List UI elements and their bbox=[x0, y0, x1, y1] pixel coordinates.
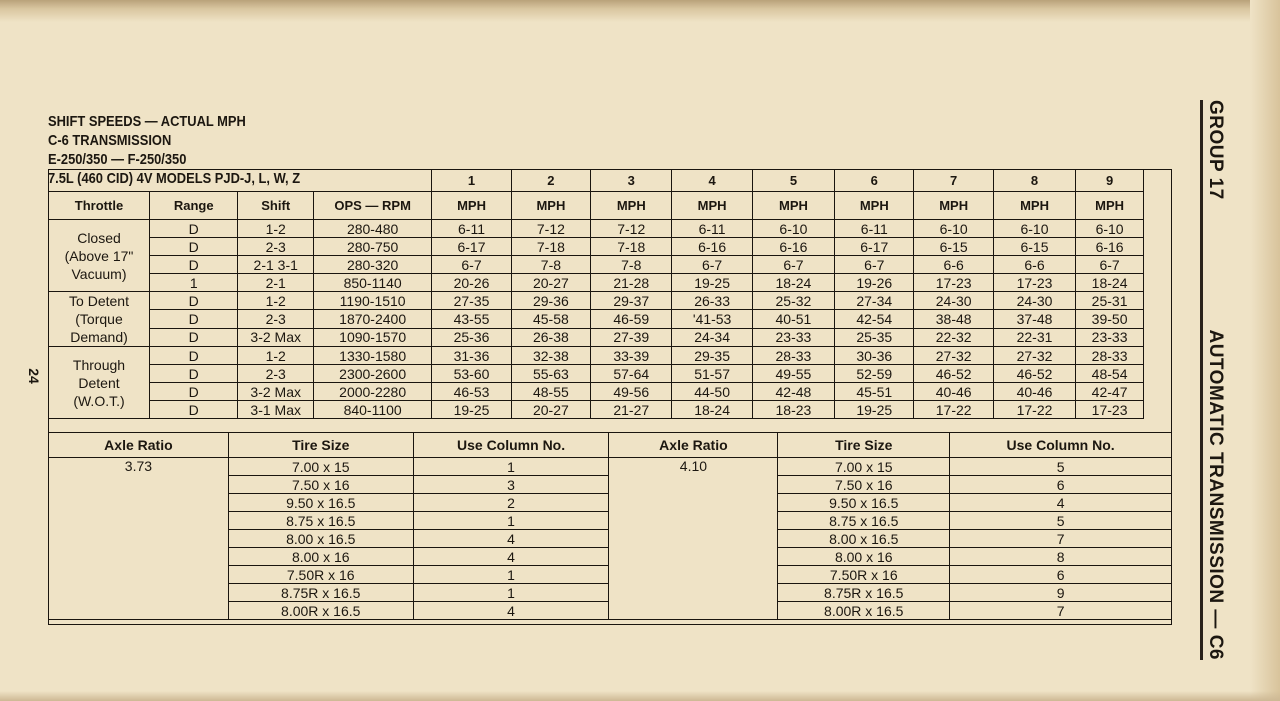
tire-size-cell: 7.00 x 15 bbox=[778, 458, 950, 476]
range-cell: D bbox=[150, 401, 238, 419]
column-number: 8 bbox=[993, 170, 1075, 192]
shift-cell: 1-2 bbox=[238, 292, 314, 310]
mph-cell: 6-10 bbox=[1076, 220, 1144, 238]
mph-cell: 55-63 bbox=[511, 365, 590, 383]
use-column-cell: 7 bbox=[950, 530, 1172, 548]
shift-cell: 2-3 bbox=[238, 238, 314, 256]
use-column-cell: 4 bbox=[950, 494, 1172, 512]
mph-cell: 46-59 bbox=[591, 310, 672, 328]
column-number: 2 bbox=[511, 170, 590, 192]
range-cell: D bbox=[150, 256, 238, 274]
use-column-cell: 4 bbox=[413, 530, 609, 548]
axle-ratio-header: Axle Ratio bbox=[609, 433, 778, 458]
shift-cell: 2-3 bbox=[238, 310, 314, 328]
mph-cell: 7-12 bbox=[591, 220, 672, 238]
range-cell: D bbox=[150, 365, 238, 383]
mph-cell: 29-35 bbox=[672, 347, 752, 365]
mph-cell: 26-33 bbox=[672, 292, 752, 310]
range-cell: D bbox=[150, 292, 238, 310]
mph-cell: 22-32 bbox=[914, 328, 993, 346]
spacer-row bbox=[49, 419, 1144, 427]
mph-cell: 7-12 bbox=[511, 220, 590, 238]
mph-cell: 6-10 bbox=[752, 220, 834, 238]
shift-row bbox=[49, 310, 1144, 328]
mph-cell: 25-32 bbox=[752, 292, 834, 310]
tire-size-cell: 8.75R x 16.5 bbox=[778, 584, 950, 602]
mph-cell: 40-46 bbox=[993, 383, 1075, 401]
mph-cell: 51-57 bbox=[672, 365, 752, 383]
shift-cell: 1-2 bbox=[238, 220, 314, 238]
shift-cell: 2-1 bbox=[238, 274, 314, 292]
mph-header: MPH bbox=[835, 192, 914, 220]
mph-cell: 42-54 bbox=[835, 310, 914, 328]
mph-cell: 27-35 bbox=[432, 292, 511, 310]
use-column-cell: 1 bbox=[413, 566, 609, 584]
ops-rpm-cell: 850-1140 bbox=[313, 274, 431, 292]
shift-row bbox=[49, 383, 1144, 401]
mph-cell: 42-47 bbox=[1076, 383, 1144, 401]
shift-row bbox=[49, 401, 1144, 419]
use-column-cell: 6 bbox=[950, 476, 1172, 494]
tire-size-cell: 8.75 x 16.5 bbox=[228, 512, 413, 530]
mph-cell: 27-32 bbox=[914, 347, 993, 365]
shift-row bbox=[49, 347, 1144, 365]
shift-row bbox=[49, 292, 1144, 310]
use-column-cell: 2 bbox=[413, 494, 609, 512]
mph-cell: 7-18 bbox=[591, 238, 672, 256]
range-header: Range bbox=[150, 192, 238, 220]
mph-cell: 32-38 bbox=[511, 347, 590, 365]
header-row bbox=[49, 192, 1144, 220]
use-column-header: Use Column No. bbox=[950, 433, 1172, 458]
ops-rpm-cell: 1190-1510 bbox=[313, 292, 431, 310]
axle-ratio-table bbox=[48, 432, 1172, 620]
mph-cell: 31-36 bbox=[432, 347, 511, 365]
axle-table-body bbox=[49, 458, 1172, 620]
mph-cell: 18-24 bbox=[752, 274, 834, 292]
mph-cell: 26-38 bbox=[511, 328, 590, 346]
range-cell: D bbox=[150, 328, 238, 346]
use-column-cell: 8 bbox=[950, 548, 1172, 566]
mph-cell: 24-30 bbox=[914, 292, 993, 310]
shift-cell: 3-2 Max bbox=[238, 383, 314, 401]
mph-cell: 7-18 bbox=[511, 238, 590, 256]
use-column-cell: 1 bbox=[413, 512, 609, 530]
mph-cell: 6-15 bbox=[993, 238, 1075, 256]
mph-cell: 40-51 bbox=[752, 310, 834, 328]
tire-size-cell: 9.50 x 16.5 bbox=[778, 494, 950, 512]
column-number: 5 bbox=[752, 170, 834, 192]
column-number: 7 bbox=[914, 170, 993, 192]
mph-cell: 57-64 bbox=[591, 365, 672, 383]
header-line-3: E-250/350 — F-250/350 bbox=[48, 151, 187, 168]
ops-rpm-cell: 280-750 bbox=[313, 238, 431, 256]
mph-cell: 19-25 bbox=[672, 274, 752, 292]
tire-size-cell: 8.00 x 16.5 bbox=[778, 530, 950, 548]
mph-cell: 19-25 bbox=[835, 401, 914, 419]
tire-size-cell: 8.00 x 16.5 bbox=[228, 530, 413, 548]
axle-row bbox=[49, 458, 1172, 476]
mph-cell: 19-26 bbox=[835, 274, 914, 292]
shift-cell: 3-2 Max bbox=[238, 328, 314, 346]
use-column-cell: 5 bbox=[950, 458, 1172, 476]
tire-size-cell: 8.75 x 16.5 bbox=[778, 512, 950, 530]
mph-cell: 6-16 bbox=[752, 238, 834, 256]
mph-cell: 19-25 bbox=[432, 401, 511, 419]
shift-cell: 3-1 Max bbox=[238, 401, 314, 419]
mph-cell: 6-6 bbox=[993, 256, 1075, 274]
mph-cell: 49-55 bbox=[752, 365, 834, 383]
mph-cell: 6-17 bbox=[835, 238, 914, 256]
mph-cell: 18-24 bbox=[672, 401, 752, 419]
mph-cell: 17-22 bbox=[993, 401, 1075, 419]
mph-cell: 6-10 bbox=[993, 220, 1075, 238]
mph-cell: 20-27 bbox=[511, 274, 590, 292]
header-line-4: 7.5L (460 CID) 4V MODELS PJD-J, L, W, Z bbox=[48, 170, 301, 187]
mph-cell: 45-51 bbox=[835, 383, 914, 401]
shift-row bbox=[49, 274, 1144, 292]
shift-table-body bbox=[49, 220, 1144, 427]
group-label: GROUP 17 bbox=[1205, 100, 1226, 200]
section-title: AUTOMATIC TRANSMISSION — C6 bbox=[1205, 329, 1226, 660]
mph-cell: 25-31 bbox=[1076, 292, 1144, 310]
use-column-cell: 1 bbox=[413, 584, 609, 602]
use-column-cell: 4 bbox=[413, 602, 609, 620]
range-cell: D bbox=[150, 310, 238, 328]
mph-cell: 6-16 bbox=[672, 238, 752, 256]
throttle-condition: Closed (Above 17" Vacuum) bbox=[49, 220, 150, 292]
tire-size-cell: 7.00 x 15 bbox=[228, 458, 413, 476]
column-number-row bbox=[49, 170, 1144, 192]
mph-cell: 44-50 bbox=[672, 383, 752, 401]
shift-row bbox=[49, 220, 1144, 238]
mph-cell: 45-58 bbox=[511, 310, 590, 328]
axle-ratio-header: Axle Ratio bbox=[49, 433, 229, 458]
mph-cell: 46-52 bbox=[914, 365, 993, 383]
mph-cell: 6-7 bbox=[752, 256, 834, 274]
column-number: 3 bbox=[591, 170, 672, 192]
mph-cell: 24-30 bbox=[993, 292, 1075, 310]
ops-rpm-cell: 280-480 bbox=[313, 220, 431, 238]
mph-cell: 22-31 bbox=[993, 328, 1075, 346]
mph-header: MPH bbox=[672, 192, 752, 220]
ops-rpm-cell: 1090-1570 bbox=[313, 328, 431, 346]
page-bottom-shadow bbox=[0, 691, 1280, 701]
header-line-1: SHIFT SPEEDS — ACTUAL MPH bbox=[48, 113, 246, 130]
mph-cell: 6-10 bbox=[914, 220, 993, 238]
tire-size-cell: 7.50R x 16 bbox=[228, 566, 413, 584]
use-column-cell: 4 bbox=[413, 548, 609, 566]
mph-cell: 6-17 bbox=[432, 238, 511, 256]
shift-row bbox=[49, 238, 1144, 256]
column-number: 1 bbox=[432, 170, 511, 192]
mph-cell: 20-26 bbox=[432, 274, 511, 292]
mph-cell: 48-55 bbox=[511, 383, 590, 401]
tire-size-cell: 7.50 x 16 bbox=[228, 476, 413, 494]
use-column-cell: 7 bbox=[950, 602, 1172, 620]
mph-cell: 21-28 bbox=[591, 274, 672, 292]
range-cell: D bbox=[150, 347, 238, 365]
mph-cell: 20-27 bbox=[511, 401, 590, 419]
mph-cell: 46-53 bbox=[432, 383, 511, 401]
mph-cell: 7-8 bbox=[511, 256, 590, 274]
throttle-condition: Through Detent (W.O.T.) bbox=[49, 347, 150, 419]
ops-rpm-cell: 1330-1580 bbox=[313, 347, 431, 365]
mph-cell: 6-11 bbox=[432, 220, 511, 238]
mph-cell: 53-60 bbox=[432, 365, 511, 383]
column-number: 9 bbox=[1076, 170, 1144, 192]
mph-cell: 17-23 bbox=[993, 274, 1075, 292]
mph-cell: 6-7 bbox=[1076, 256, 1144, 274]
mph-cell: 28-33 bbox=[752, 347, 834, 365]
tire-size-cell: 7.50 x 16 bbox=[778, 476, 950, 494]
mph-cell: 43-55 bbox=[432, 310, 511, 328]
mph-cell: 17-23 bbox=[914, 274, 993, 292]
mph-cell: 27-32 bbox=[993, 347, 1075, 365]
use-column-cell: 6 bbox=[950, 566, 1172, 584]
ops-rpm-cell: 2000-2280 bbox=[313, 383, 431, 401]
range-cell: 1 bbox=[150, 274, 238, 292]
mph-cell: 40-46 bbox=[914, 383, 993, 401]
ops-rpm-cell: 1870-2400 bbox=[313, 310, 431, 328]
ops-rpm-cell: 2300-2600 bbox=[313, 365, 431, 383]
mph-cell: '41-53 bbox=[672, 310, 752, 328]
mph-cell: 6-7 bbox=[835, 256, 914, 274]
tire-size-cell: 7.50R x 16 bbox=[778, 566, 950, 584]
axle-ratio-value: 4.10 bbox=[609, 458, 778, 620]
use-column-cell: 5 bbox=[950, 512, 1172, 530]
mph-cell: 29-36 bbox=[511, 292, 590, 310]
mph-cell: 29-37 bbox=[591, 292, 672, 310]
tire-size-cell: 8.00R x 16.5 bbox=[228, 602, 413, 620]
mph-header: MPH bbox=[752, 192, 834, 220]
mph-cell: 18-24 bbox=[1076, 274, 1144, 292]
tire-size-cell: 8.00R x 16.5 bbox=[778, 602, 950, 620]
mph-cell: 38-48 bbox=[914, 310, 993, 328]
tire-size-cell: 9.50 x 16.5 bbox=[228, 494, 413, 512]
column-number: 6 bbox=[835, 170, 914, 192]
tire-size-cell: 8.00 x 16 bbox=[228, 548, 413, 566]
range-cell: D bbox=[150, 220, 238, 238]
mph-cell: 52-59 bbox=[835, 365, 914, 383]
blank-corner bbox=[49, 170, 432, 192]
mph-cell: 6-16 bbox=[1076, 238, 1144, 256]
shift-speed-table bbox=[48, 169, 1144, 427]
mph-header: MPH bbox=[993, 192, 1075, 220]
throttle-header: Throttle bbox=[49, 192, 150, 220]
mph-header: MPH bbox=[591, 192, 672, 220]
tire-size-header: Tire Size bbox=[778, 433, 950, 458]
use-column-cell: 3 bbox=[413, 476, 609, 494]
mph-cell: 21-27 bbox=[591, 401, 672, 419]
mph-cell: 39-50 bbox=[1076, 310, 1144, 328]
side-header bbox=[1197, 100, 1233, 660]
mph-cell: 6-7 bbox=[432, 256, 511, 274]
range-cell: D bbox=[150, 238, 238, 256]
mph-cell: 28-33 bbox=[1076, 347, 1144, 365]
use-column-cell: 1 bbox=[413, 458, 609, 476]
mph-cell: 7-8 bbox=[591, 256, 672, 274]
mph-cell: 48-54 bbox=[1076, 365, 1144, 383]
shift-row bbox=[49, 256, 1144, 274]
page-top-shadow bbox=[0, 0, 1280, 22]
mph-cell: 6-11 bbox=[672, 220, 752, 238]
mph-cell: 6-7 bbox=[672, 256, 752, 274]
spacer-cell bbox=[49, 419, 1144, 427]
column-number: 4 bbox=[672, 170, 752, 192]
mph-header: MPH bbox=[432, 192, 511, 220]
tire-size-header: Tire Size bbox=[228, 433, 413, 458]
shift-cell: 2-1 3-1 bbox=[238, 256, 314, 274]
mph-cell: 25-35 bbox=[835, 328, 914, 346]
ops-rpm-header: OPS — RPM bbox=[313, 192, 431, 220]
mph-cell: 30-36 bbox=[835, 347, 914, 365]
use-column-header: Use Column No. bbox=[413, 433, 609, 458]
range-cell: D bbox=[150, 383, 238, 401]
mph-cell: 6-11 bbox=[835, 220, 914, 238]
mph-cell: 17-22 bbox=[914, 401, 993, 419]
page-edge-shadow bbox=[1250, 0, 1280, 701]
mph-cell: 27-39 bbox=[591, 328, 672, 346]
mph-cell: 42-48 bbox=[752, 383, 834, 401]
axle-ratio-value: 3.73 bbox=[49, 458, 229, 620]
mph-header: MPH bbox=[1076, 192, 1144, 220]
header-line-2: C-6 TRANSMISSION bbox=[48, 132, 172, 149]
mph-cell: 23-33 bbox=[1076, 328, 1144, 346]
mph-cell: 24-34 bbox=[672, 328, 752, 346]
shift-row bbox=[49, 365, 1144, 383]
ops-rpm-cell: 280-320 bbox=[313, 256, 431, 274]
mph-cell: 23-33 bbox=[752, 328, 834, 346]
mph-header: MPH bbox=[914, 192, 993, 220]
mph-header: MPH bbox=[511, 192, 590, 220]
side-header-text bbox=[1200, 100, 1230, 660]
mph-cell: 49-56 bbox=[591, 383, 672, 401]
shift-cell: 2-3 bbox=[238, 365, 314, 383]
use-column-cell: 9 bbox=[950, 584, 1172, 602]
mph-cell: 25-36 bbox=[432, 328, 511, 346]
mph-cell: 18-23 bbox=[752, 401, 834, 419]
throttle-condition: To Detent (Torque Demand) bbox=[49, 292, 150, 347]
axle-header-row bbox=[49, 433, 1172, 458]
mph-cell: 17-23 bbox=[1076, 401, 1144, 419]
mph-cell: 6-6 bbox=[914, 256, 993, 274]
tire-size-cell: 8.00 x 16 bbox=[778, 548, 950, 566]
mph-cell: 46-52 bbox=[993, 365, 1075, 383]
shift-row bbox=[49, 328, 1144, 346]
ops-rpm-cell: 840-1100 bbox=[313, 401, 431, 419]
mph-cell: 6-15 bbox=[914, 238, 993, 256]
mph-cell: 33-39 bbox=[591, 347, 672, 365]
tire-size-cell: 8.75R x 16.5 bbox=[228, 584, 413, 602]
page-number: 24 bbox=[26, 368, 42, 384]
mph-cell: 27-34 bbox=[835, 292, 914, 310]
shift-cell: 1-2 bbox=[238, 347, 314, 365]
shift-header: Shift bbox=[238, 192, 314, 220]
mph-cell: 37-48 bbox=[993, 310, 1075, 328]
